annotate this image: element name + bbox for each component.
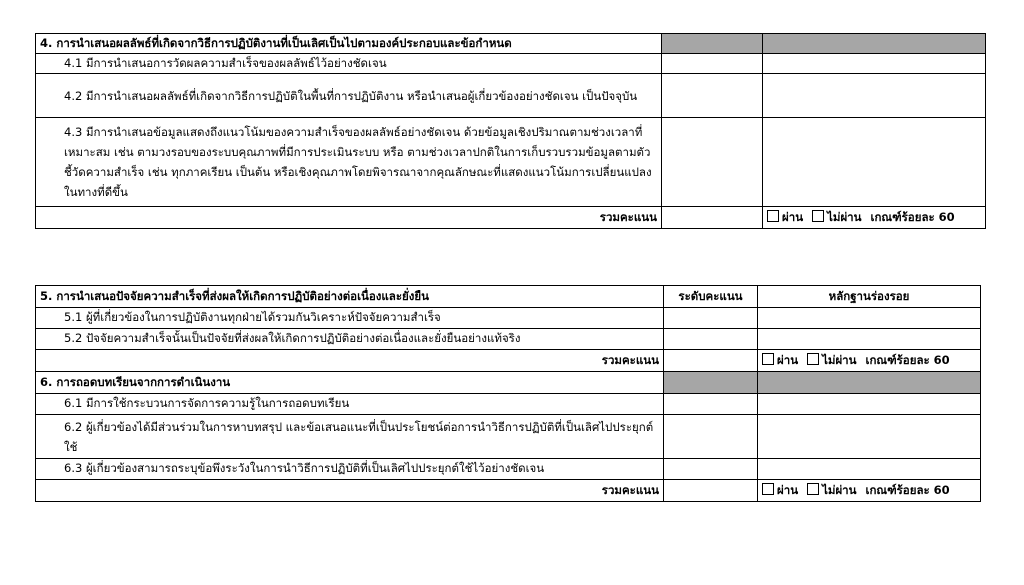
pass-checkbox[interactable] <box>762 353 774 365</box>
criterion-6-3: 6.3 ผู้เกี่ยวข้องสามารถระบุข้อพึงระวังในการนำวิธีการปฏิบัติที่เป็นเลิศไปประยุกต์ใช้ไว้อย่างชัดเจน <box>36 459 664 480</box>
criterion-4-3: 4.3 มีการนำเสนอข้อมูลแสดงถึงแนวโน้มของความสำเร็จของผลลัพธ์อย่างชัดเจน ด้วยข้อมูลเชิงปริมาณตามช่วงเวลาที่เหมาะสม เช่น ตามวงรอบของระบบคุณภาพที่มีการประเมินระบบ หรือ ตามช่วงเวลาปกติในการเก็บรวบรวมข้อมูลตามตัวชี้วัดความสำเร็จ เช่น ทุกภาคเรียน เป็นต้น หรือเชิงคุณภาพโดยพิจารณาจากคุณลักษณะที่แสดงแนวโน้มการเปลี่ยนแปลงในทางที่ดีขึ้น <box>36 118 662 207</box>
score-cell[interactable] <box>662 54 763 74</box>
total-score-label: รวมคะแนน <box>36 480 664 502</box>
score-cell[interactable] <box>664 415 758 459</box>
evidence-cell[interactable] <box>758 308 981 329</box>
fail-label: ไม่ผ่าน <box>822 482 857 497</box>
total-score-label: รวมคะแนน <box>36 207 662 229</box>
total-score-label: รวมคะแนน <box>36 350 664 372</box>
pass-fail-criteria <box>763 207 986 229</box>
score-cell[interactable] <box>664 308 758 329</box>
criterion-6-2: 6.2 ผู้เกี่ยวข้องได้มีส่วนร่วมในการหาบทสรุป และข้อเสนอแนะที่เป็นประโยชน์ต่อการนำวิธีการปฏิบัติที่เป็นเลิศไปประยุกต์ใช้ <box>36 415 664 459</box>
score-cell[interactable] <box>664 394 758 415</box>
criterion-4-2: 4.2 มีการนำเสนอผลลัพธ์ที่เกิดจากวิธีการปฏิบัติในพื้นที่การปฏิบัติงาน หรือนำเสนอผู้เกี่ยวข้องอย่างชัดเจน เป็นปัจจุบัน <box>36 74 662 118</box>
total-score-cell[interactable] <box>664 480 758 502</box>
total-score-cell[interactable] <box>662 207 763 229</box>
score-column-header: ระดับคะแนน <box>664 286 758 308</box>
evidence-cell[interactable] <box>758 394 981 415</box>
total-score-cell[interactable] <box>664 350 758 372</box>
fail-label: ไม่ผ่าน <box>827 209 862 224</box>
fail-label: ไม่ผ่าน <box>822 352 857 367</box>
pass-checkbox[interactable] <box>767 210 779 222</box>
pass-label: ผ่าน <box>777 482 799 497</box>
evidence-cell-shaded <box>763 34 986 54</box>
criterion-4-1: 4.1 มีการนำเสนอการวัดผลความสำเร็จของผลลัพธ์ไว้อย่างชัดเจน <box>36 54 662 74</box>
fail-checkbox[interactable] <box>807 353 819 365</box>
score-cell[interactable] <box>664 459 758 480</box>
evaluation-table-section-4 <box>35 33 986 229</box>
pass-fail-criteria <box>758 480 981 502</box>
score-cell[interactable] <box>662 118 763 207</box>
pass-label: ผ่าน <box>782 209 804 224</box>
criterion-5-1: 5.1 ผู้ที่เกี่ยวข้องในการปฏิบัติงานทุกฝ่ายได้รวมกันวิเคราะห์ปัจจัยความสำเร็จ <box>36 308 664 329</box>
pass-checkbox[interactable] <box>762 483 774 495</box>
threshold-label: เกณฑ์ร้อยละ 60 <box>865 482 950 497</box>
score-cell-shaded <box>664 372 758 394</box>
threshold-label: เกณฑ์ร้อยละ 60 <box>865 352 950 367</box>
score-cell-shaded <box>662 34 763 54</box>
evidence-cell-shaded <box>758 372 981 394</box>
criterion-5-2: 5.2 ปัจจัยความสำเร็จนั้นเป็นปัจจัยที่ส่งผลให้เกิดการปฏิบัติอย่างต่อเนื่องและยั่งยืนอย่างแท้จริง <box>36 329 664 350</box>
fail-checkbox[interactable] <box>807 483 819 495</box>
score-cell[interactable] <box>662 74 763 118</box>
evidence-cell[interactable] <box>763 118 986 207</box>
evidence-cell[interactable] <box>758 415 981 459</box>
evidence-cell[interactable] <box>758 459 981 480</box>
section-4-header: 4. การนำเสนอผลลัพธ์ที่เกิดจากวิธีการปฏิบัติงานที่เป็นเลิศเป็นไปตามองค์ประกอบและข้อกำหนด <box>36 34 662 54</box>
score-cell[interactable] <box>664 329 758 350</box>
evidence-column-header: หลักฐานร่องรอย <box>758 286 981 308</box>
pass-fail-criteria <box>758 350 981 372</box>
criterion-6-1: 6.1 มีการใช้กระบวนการจัดการความรู้ในการถอดบทเรียน <box>36 394 664 415</box>
pass-label: ผ่าน <box>777 352 799 367</box>
threshold-label: เกณฑ์ร้อยละ 60 <box>870 209 955 224</box>
fail-checkbox[interactable] <box>812 210 824 222</box>
evidence-cell[interactable] <box>758 329 981 350</box>
evidence-cell[interactable] <box>763 74 986 118</box>
evidence-cell[interactable] <box>763 54 986 74</box>
evaluation-table-sections-5-6 <box>35 285 981 502</box>
section-5-header: 5. การนำเสนอปัจจัยความสำเร็จที่ส่งผลให้เกิดการปฏิบัติอย่างต่อเนื่องและยั่งยืน <box>36 286 664 308</box>
section-6-header: 6. การถอดบทเรียนจากการดำเนินงาน <box>36 372 664 394</box>
